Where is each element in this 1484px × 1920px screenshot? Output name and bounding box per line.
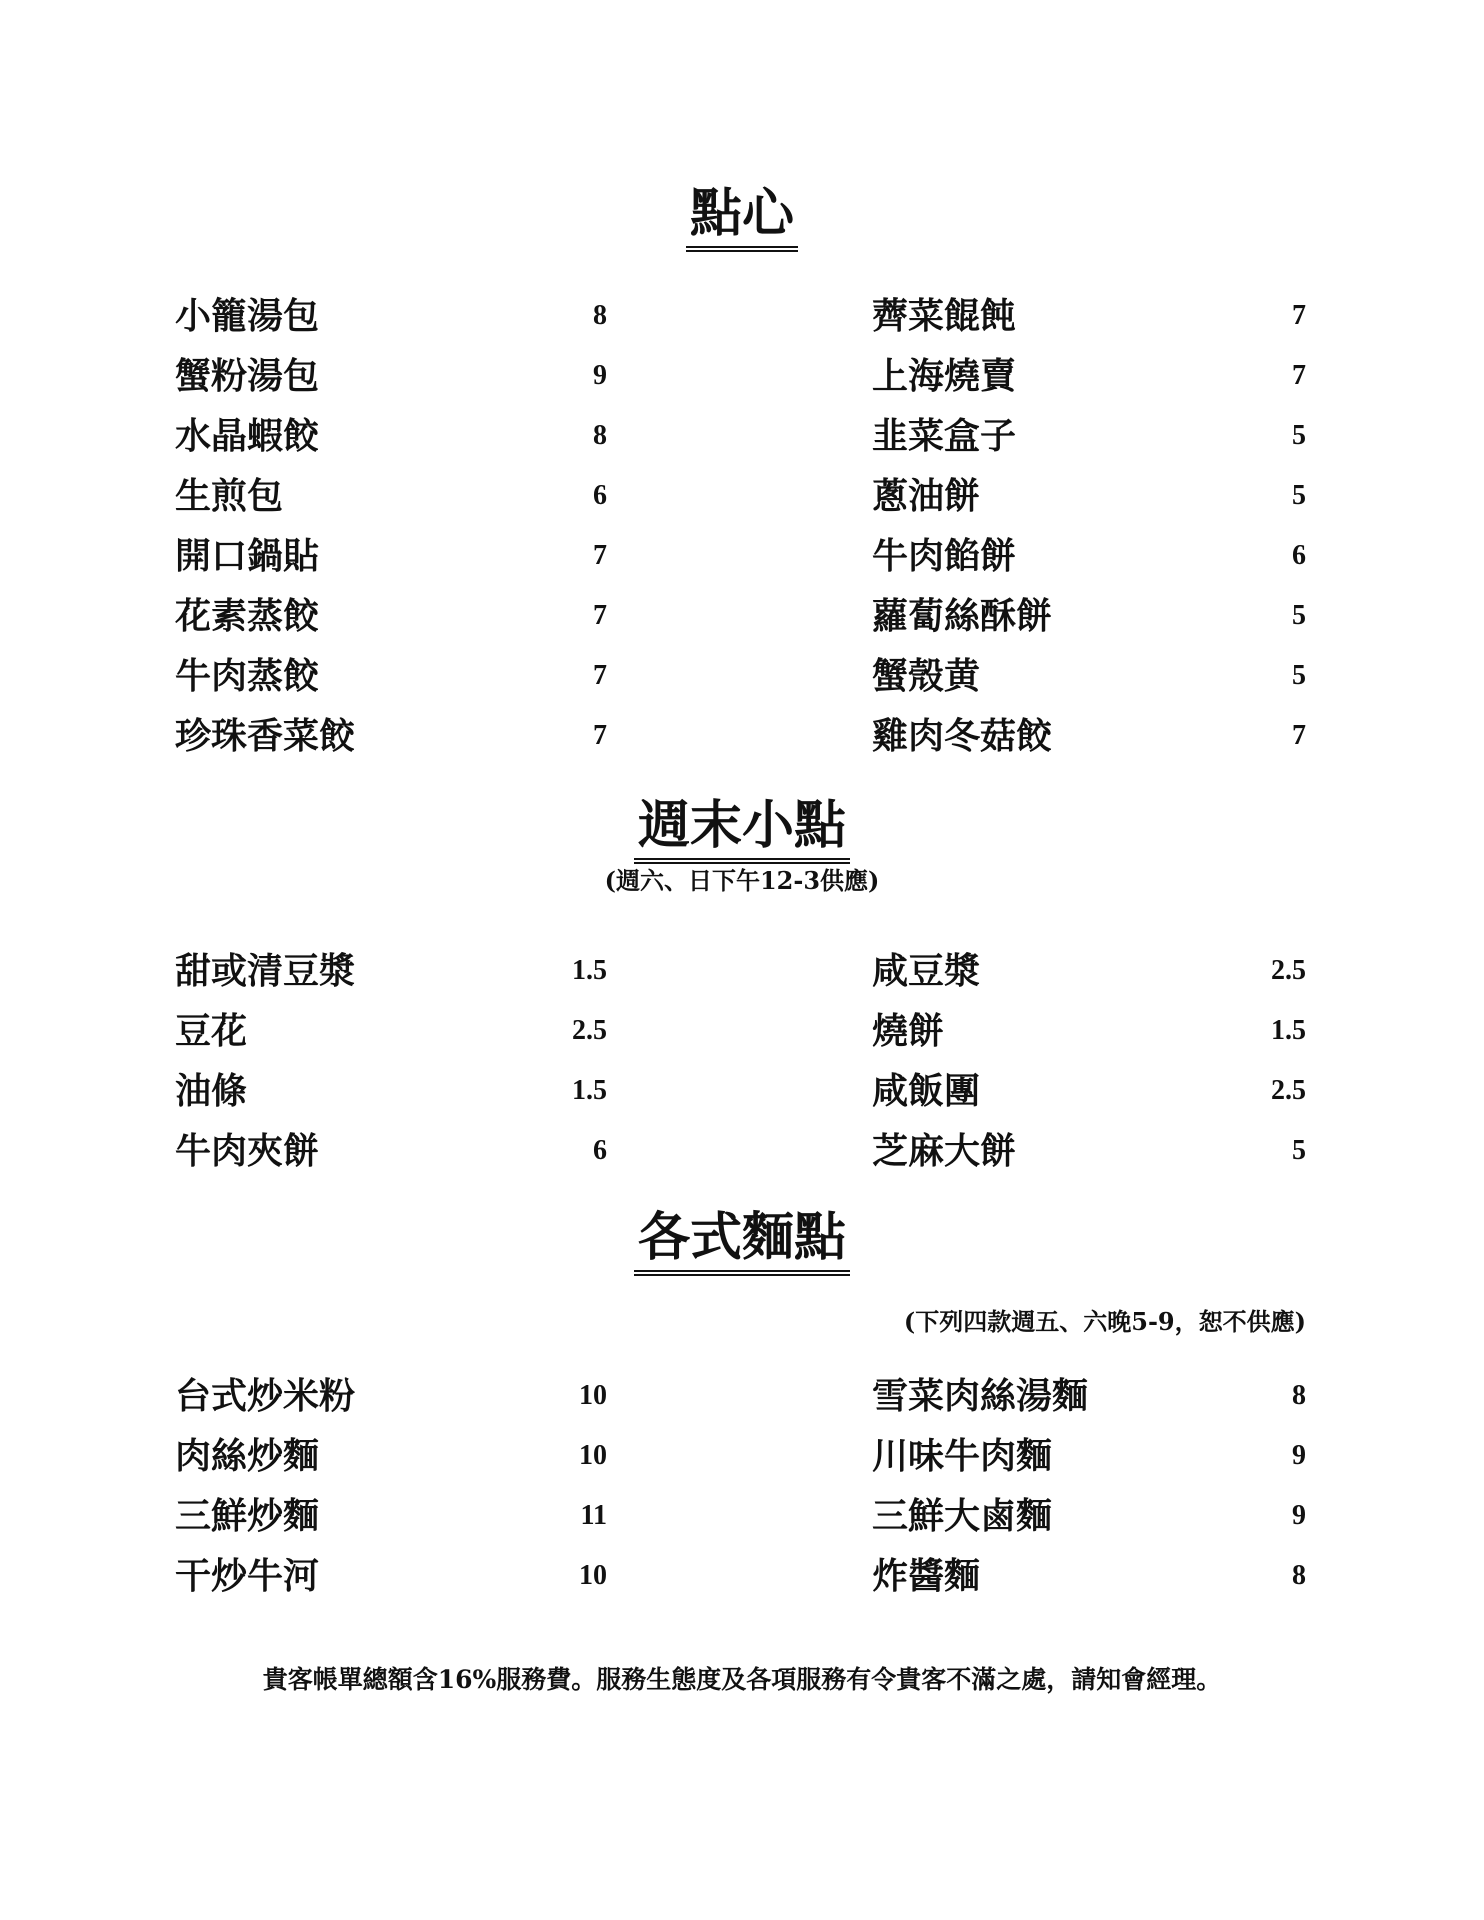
item-price: 9: [593, 360, 607, 391]
menu-item: [175, 1066, 607, 1116]
item-price: 7: [1292, 720, 1306, 751]
item-name: 咸豆漿: [872, 950, 981, 992]
item-name: 三鮮大鹵麵: [872, 1495, 1053, 1537]
item-name: 干炒牛河: [175, 1555, 320, 1597]
menu-item: [872, 946, 1306, 996]
item-name: 韭菜盒子: [872, 415, 1017, 457]
item-price: 8: [1292, 1380, 1306, 1411]
item-name: 牛肉蒸餃: [175, 655, 320, 697]
menu-item: [175, 651, 607, 701]
item-price: 2.5: [1271, 1075, 1306, 1106]
item-name: 小籠湯包: [175, 295, 320, 337]
item-price: 5: [1292, 660, 1306, 691]
service-charge-footer: 貴客帳單總額含16%服務費。服務生態度及各項服務有令貴客不滿之處，請知會經理。: [262, 1665, 1222, 1694]
menu-item: [872, 711, 1306, 761]
menu-item: [872, 651, 1306, 701]
menu-item: [872, 591, 1306, 641]
section-title-text: 各式麵點: [634, 1208, 850, 1276]
item-price: 7: [1292, 300, 1306, 331]
menu-item: [175, 1551, 607, 1601]
item-name: 咸飯團: [872, 1070, 981, 1112]
menu-item: [175, 1431, 607, 1481]
item-name: 雪菜肉絲湯麵: [872, 1375, 1089, 1417]
item-name: 上海燒賣: [872, 355, 1017, 397]
menu-item: [872, 1126, 1306, 1176]
noodles-availability-note: (下列四款週五、六晚5-9，恕不供應): [903, 1307, 1306, 1336]
item-name: 薺菜餛飩: [872, 295, 1017, 337]
item-name: 豆花: [175, 1010, 248, 1052]
item-price: 8: [593, 420, 607, 451]
menu-item: [872, 1491, 1306, 1541]
menu-item: [175, 1006, 607, 1056]
item-name: 燒餅: [872, 1010, 945, 1052]
item-name: 水晶蝦餃: [175, 415, 320, 457]
item-price: 2.5: [1271, 955, 1306, 986]
menu-item: [872, 531, 1306, 581]
menu-item: [175, 351, 607, 401]
item-price: 10: [579, 1440, 607, 1471]
item-name: 炸醬麵: [872, 1555, 981, 1597]
section-title-text: 週末小點: [634, 796, 850, 864]
menu-item: [175, 1126, 607, 1176]
item-price: 11: [580, 1500, 607, 1531]
menu-item: [872, 1006, 1306, 1056]
menu-item: [872, 1371, 1306, 1421]
item-name: 生煎包: [175, 475, 284, 517]
item-price: 5: [1292, 480, 1306, 511]
item-name: 甜或清豆漿: [175, 950, 356, 992]
section-title-text: 點心: [686, 184, 798, 252]
item-price: 10: [579, 1560, 607, 1591]
menu-item: [872, 351, 1306, 401]
item-price: 5: [1292, 600, 1306, 631]
menu-item: [872, 471, 1306, 521]
menu-item: [175, 711, 607, 761]
menu-item: [175, 411, 607, 461]
menu-item: [872, 411, 1306, 461]
item-price: 1.5: [572, 955, 607, 986]
menu-item: [872, 1431, 1306, 1481]
item-price: 8: [593, 300, 607, 331]
item-price: 8: [1292, 1560, 1306, 1591]
item-price: 6: [593, 1135, 607, 1166]
item-name: 肉絲炒麵: [175, 1435, 320, 1477]
menu-item: [175, 946, 607, 996]
item-price: 9: [1292, 1440, 1306, 1471]
item-name: 珍珠香菜餃: [175, 715, 356, 757]
item-price: 7: [593, 660, 607, 691]
item-name: 蟹粉湯包: [175, 355, 320, 397]
item-name: 台式炒米粉: [175, 1375, 356, 1417]
menu-item: [175, 471, 607, 521]
item-price: 5: [1292, 1135, 1306, 1166]
menu-item: [175, 1491, 607, 1541]
menu-item: [872, 291, 1306, 341]
menu-item: [872, 1066, 1306, 1116]
item-name: 蟹殼黄: [872, 655, 981, 697]
section-title-noodles: [0, 1208, 1484, 1276]
item-price: 7: [593, 540, 607, 571]
item-name: 蘿蔔絲酥餅: [872, 595, 1053, 637]
menu-item: [175, 531, 607, 581]
item-price: 7: [593, 720, 607, 751]
section-title-weekend: [0, 796, 1484, 864]
item-price: 6: [593, 480, 607, 511]
item-price: 5: [1292, 420, 1306, 451]
item-price: 1.5: [1271, 1015, 1306, 1046]
item-price: 7: [593, 600, 607, 631]
item-name: 花素蒸餃: [175, 595, 320, 637]
item-name: 芝麻大餅: [872, 1130, 1017, 1172]
section-title-dim-sum: [0, 184, 1484, 252]
item-price: 7: [1292, 360, 1306, 391]
menu-item: [175, 591, 607, 641]
item-price: 1.5: [572, 1075, 607, 1106]
item-name: 牛肉夾餅: [175, 1130, 320, 1172]
item-name: 牛肉餡餅: [872, 535, 1017, 577]
weekend-hours-note: (週六、日下午12-3供應): [604, 866, 880, 895]
item-price: 10: [579, 1380, 607, 1411]
menu-item: [175, 291, 607, 341]
item-name: 三鮮炒麵: [175, 1495, 320, 1537]
item-price: 2.5: [572, 1015, 607, 1046]
item-name: 雞肉冬菇餃: [872, 715, 1053, 757]
item-name: 川味牛肉麵: [872, 1435, 1053, 1477]
item-price: 6: [1292, 540, 1306, 571]
menu-item: [175, 1371, 607, 1421]
menu-item: [872, 1551, 1306, 1601]
item-name: 蔥油餅: [872, 475, 981, 517]
item-name: 油條: [175, 1070, 248, 1112]
item-price: 9: [1292, 1500, 1306, 1531]
item-name: 開口鍋貼: [175, 535, 320, 577]
